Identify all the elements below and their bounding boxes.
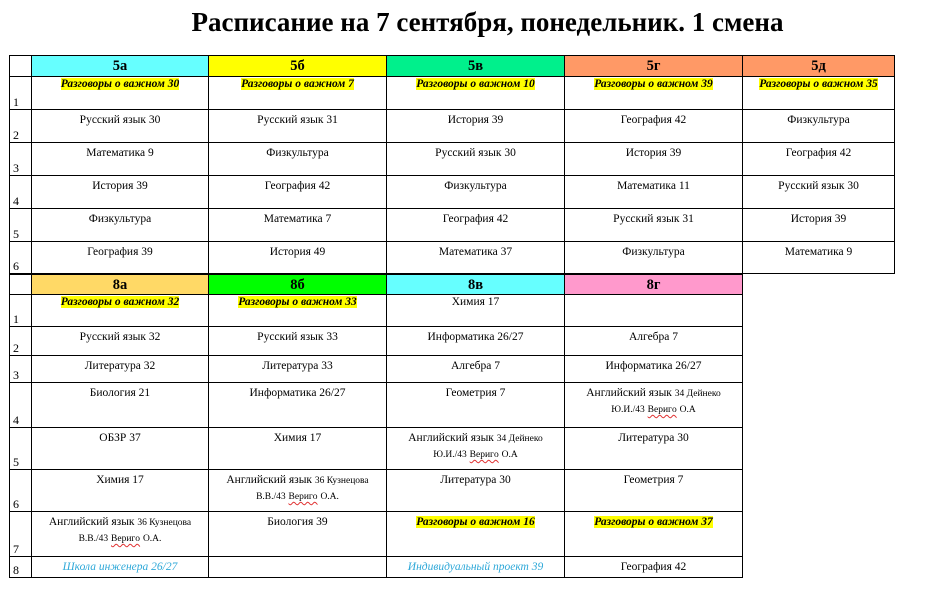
lesson-number: 1 bbox=[10, 295, 32, 327]
lesson-text: История 39 bbox=[447, 114, 504, 126]
lesson-text: История 39 bbox=[625, 147, 682, 159]
lesson-cell bbox=[565, 110, 743, 143]
class-header: 8в bbox=[387, 275, 565, 295]
lesson-cell bbox=[387, 327, 565, 356]
lesson-text: Информатика 26/27 bbox=[605, 360, 702, 372]
lesson-cell bbox=[743, 143, 895, 176]
lesson-subject: Английский язык bbox=[586, 387, 672, 399]
lesson-elective: Индивидуальный проект 39 bbox=[407, 561, 544, 573]
lesson-number: 3 bbox=[10, 356, 32, 383]
lesson-talks-important: Разговоры о важном 37 bbox=[594, 516, 713, 528]
lesson-text: Литература 33 bbox=[262, 360, 333, 372]
lesson-subject: Английский язык bbox=[48, 516, 135, 528]
header-corner bbox=[10, 56, 32, 77]
lesson-text: Биология 21 bbox=[89, 387, 151, 399]
lesson-cell bbox=[387, 110, 565, 143]
lesson-row bbox=[10, 383, 743, 428]
class-header: 8а bbox=[32, 275, 209, 295]
lesson-teacher-surname: Веригo bbox=[111, 534, 141, 544]
lesson-text: Литература 32 bbox=[84, 360, 156, 372]
lesson-number: 8 bbox=[10, 557, 32, 578]
lesson-text: Математика 9 bbox=[86, 147, 154, 159]
lesson-cell bbox=[387, 176, 565, 209]
lesson-number: 4 bbox=[10, 176, 32, 209]
lesson-row bbox=[10, 77, 895, 110]
lesson-number: 2 bbox=[10, 327, 32, 356]
lesson-number: 7 bbox=[10, 512, 32, 557]
page-title: Расписание на 7 сентября, понедельник. 1 смена bbox=[191, 7, 784, 37]
lesson-text: Математика 37 bbox=[438, 246, 513, 258]
lesson-text: Алгебра 7 bbox=[628, 331, 679, 343]
lesson-text: Физкультура bbox=[444, 180, 507, 192]
lesson-teacher: 36 Кузнецова bbox=[314, 476, 369, 486]
lesson-text: Русский язык 33 bbox=[257, 331, 338, 343]
lesson-teacher-tail: О.А. bbox=[320, 492, 339, 502]
lesson-cell bbox=[209, 512, 387, 557]
lesson-teacher-surname: Веригo bbox=[647, 405, 677, 415]
lesson-text: Русский язык 30 bbox=[435, 147, 516, 159]
class-header: 8г bbox=[565, 275, 743, 295]
lesson-talks-important: Разговоры о важном 39 bbox=[594, 78, 713, 90]
lesson-cell bbox=[565, 295, 743, 327]
lesson-text: Физкультура bbox=[787, 114, 850, 126]
lesson-cell bbox=[32, 356, 209, 383]
lesson-cell bbox=[32, 512, 209, 557]
lesson-text: ОБЗР 37 bbox=[99, 432, 141, 444]
lesson-cell bbox=[565, 242, 743, 274]
lesson-cell bbox=[565, 383, 743, 428]
lesson-text: Биология 39 bbox=[267, 516, 328, 528]
lesson-number: 5 bbox=[10, 428, 32, 470]
lesson-teacher: 36 Кузнецова bbox=[137, 518, 192, 528]
lesson-row bbox=[10, 428, 743, 470]
schedule-grade8-table bbox=[9, 274, 743, 578]
lesson-row bbox=[10, 110, 895, 143]
class-header: 5б bbox=[209, 56, 387, 77]
lesson-text: Русский язык 31 bbox=[257, 114, 338, 126]
lesson-talks-important: Разговоры о важном 33 bbox=[238, 296, 357, 308]
lesson-cell bbox=[32, 176, 209, 209]
lesson-number: 6 bbox=[10, 242, 32, 274]
lesson-text: Алгебра 7 bbox=[450, 360, 501, 372]
lesson-text: Химия 17 bbox=[451, 296, 500, 308]
lesson-teacher-tail: О.А. bbox=[142, 534, 162, 544]
lesson-cell bbox=[743, 209, 895, 242]
lesson-teacher-tail: О.А bbox=[501, 450, 518, 460]
lesson-text: Математика 7 bbox=[263, 213, 332, 225]
lesson-row bbox=[10, 295, 743, 327]
lesson-cell bbox=[209, 557, 387, 578]
class-header: 5г bbox=[565, 56, 743, 77]
lesson-text: История 39 bbox=[790, 213, 847, 225]
lesson-cell bbox=[387, 143, 565, 176]
lesson-cell bbox=[565, 557, 743, 578]
lesson-teacher-initials: Ю.И./43 bbox=[433, 450, 467, 460]
class-header: 5д bbox=[743, 56, 895, 77]
lesson-row bbox=[10, 470, 743, 512]
lesson-cell bbox=[565, 327, 743, 356]
lesson-cell bbox=[32, 557, 209, 578]
lesson-teacher-tail: О.А bbox=[679, 405, 696, 415]
lesson-cell bbox=[565, 356, 743, 383]
lesson-cell bbox=[387, 242, 565, 274]
lesson-text: История 39 bbox=[92, 180, 148, 192]
class-header: 8б bbox=[209, 275, 387, 295]
lesson-talks-important: Разговоры о важном 35 bbox=[759, 78, 878, 90]
lesson-number: 1 bbox=[10, 77, 32, 110]
lesson-row bbox=[10, 557, 743, 578]
lesson-elective: Школа инженера 26/27 bbox=[62, 561, 178, 573]
lesson-row bbox=[10, 356, 743, 383]
lesson-talks-important: Разговоры о важном 10 bbox=[416, 78, 535, 90]
lesson-teacher-initials: В.В./43 bbox=[256, 492, 286, 502]
lesson-cell bbox=[32, 110, 209, 143]
lesson-number: 3 bbox=[10, 143, 32, 176]
lesson-number: 5 bbox=[10, 209, 32, 242]
lesson-teacher-initials: В.В./43 bbox=[78, 534, 109, 544]
lesson-text: История 49 bbox=[269, 246, 326, 258]
lesson-teacher-surname: Веригo bbox=[288, 492, 318, 502]
lesson-row bbox=[10, 242, 895, 274]
lesson-cell bbox=[209, 110, 387, 143]
lesson-row bbox=[10, 209, 895, 242]
class-header: 5в bbox=[387, 56, 565, 77]
lesson-subject: Английский язык bbox=[226, 474, 313, 486]
lesson-text: Геометрия 7 bbox=[445, 387, 506, 399]
lesson-cell bbox=[387, 356, 565, 383]
lesson-cell bbox=[209, 295, 387, 327]
lesson-cell bbox=[565, 209, 743, 242]
lesson-text: Химия 17 bbox=[96, 474, 144, 486]
lesson-talks-important: Разговоры о важном 32 bbox=[60, 296, 180, 308]
lesson-cell bbox=[32, 428, 209, 470]
lesson-cell bbox=[743, 242, 895, 274]
lesson-cell bbox=[32, 327, 209, 356]
lesson-text: Русский язык 31 bbox=[613, 213, 694, 225]
lesson-talks-important: Разговоры о важном 16 bbox=[416, 516, 535, 528]
lesson-text: География 42 bbox=[442, 213, 509, 225]
lesson-text: Информатика 26/27 bbox=[427, 331, 524, 343]
lesson-cell bbox=[743, 110, 895, 143]
lesson-text: География 39 bbox=[87, 246, 153, 258]
lesson-text: Физкультура bbox=[88, 213, 152, 225]
lesson-cell bbox=[387, 295, 565, 327]
lesson-text: География 42 bbox=[264, 180, 331, 192]
lesson-cell bbox=[565, 428, 743, 470]
lesson-row bbox=[10, 327, 743, 356]
lesson-row bbox=[10, 143, 895, 176]
lesson-row bbox=[10, 512, 743, 557]
lesson-cell bbox=[209, 143, 387, 176]
lesson-teacher: 34 Дейнеко bbox=[496, 434, 543, 444]
lesson-text: Русский язык 32 bbox=[79, 331, 161, 343]
lesson-text: Геометрия 7 bbox=[623, 474, 684, 486]
lesson-teacher-surname: Веригo bbox=[469, 450, 499, 460]
lesson-text: Математика 9 bbox=[784, 246, 853, 258]
lesson-text: География 42 bbox=[620, 561, 687, 573]
lesson-cell bbox=[743, 77, 895, 110]
lesson-text: Математика 11 bbox=[617, 180, 690, 192]
lesson-cell bbox=[32, 209, 209, 242]
lesson-cell bbox=[387, 512, 565, 557]
lesson-cell bbox=[565, 512, 743, 557]
lesson-cell bbox=[387, 428, 565, 470]
lesson-cell bbox=[387, 209, 565, 242]
lesson-cell bbox=[209, 356, 387, 383]
header-corner bbox=[10, 275, 32, 295]
lesson-text: Информатика 26/27 bbox=[249, 387, 346, 399]
lesson-subject: Английский язык bbox=[408, 432, 494, 444]
lesson-talks-important: Разговоры о важном 30 bbox=[60, 78, 180, 90]
lesson-cell bbox=[32, 470, 209, 512]
lesson-cell bbox=[565, 176, 743, 209]
lesson-cell bbox=[209, 383, 387, 428]
lesson-number: 6 bbox=[10, 470, 32, 512]
lesson-cell bbox=[387, 383, 565, 428]
lesson-text: Физкультура bbox=[622, 246, 685, 258]
lesson-text: Литература 30 bbox=[440, 474, 511, 486]
lesson-cell bbox=[209, 428, 387, 470]
lesson-cell bbox=[743, 176, 895, 209]
lesson-text: География 42 bbox=[785, 147, 852, 159]
schedule-grade5-table bbox=[9, 55, 895, 274]
lesson-cell bbox=[565, 470, 743, 512]
lesson-cell bbox=[32, 242, 209, 274]
lesson-text: География 42 bbox=[620, 114, 687, 126]
lesson-teacher: 34 Дейнеко bbox=[674, 389, 721, 399]
lesson-text: Литература 30 bbox=[618, 432, 689, 444]
lesson-teacher-initials: Ю.И./43 bbox=[611, 405, 645, 415]
lesson-cell bbox=[565, 143, 743, 176]
lesson-text: Русский язык 30 bbox=[79, 114, 161, 126]
lesson-number: 4 bbox=[10, 383, 32, 428]
lesson-cell bbox=[209, 176, 387, 209]
class-header: 5а bbox=[32, 56, 209, 77]
lesson-cell bbox=[209, 77, 387, 110]
lesson-text: Физкультура bbox=[266, 147, 329, 159]
lesson-cell bbox=[32, 143, 209, 176]
lesson-cell bbox=[565, 77, 743, 110]
lesson-cell bbox=[32, 383, 209, 428]
lesson-cell bbox=[387, 470, 565, 512]
lesson-number: 2 bbox=[10, 110, 32, 143]
lesson-cell bbox=[209, 242, 387, 274]
lesson-text: Русский язык 30 bbox=[778, 180, 859, 192]
lesson-cell bbox=[387, 557, 565, 578]
lesson-cell bbox=[209, 327, 387, 356]
lesson-cell bbox=[387, 77, 565, 110]
lesson-cell bbox=[209, 209, 387, 242]
lesson-cell bbox=[32, 77, 209, 110]
lesson-row bbox=[10, 176, 895, 209]
lesson-talks-important: Разговоры о важном 7 bbox=[241, 78, 354, 90]
lesson-text: Химия 17 bbox=[273, 432, 322, 444]
lesson-cell bbox=[32, 295, 209, 327]
lesson-cell bbox=[209, 470, 387, 512]
